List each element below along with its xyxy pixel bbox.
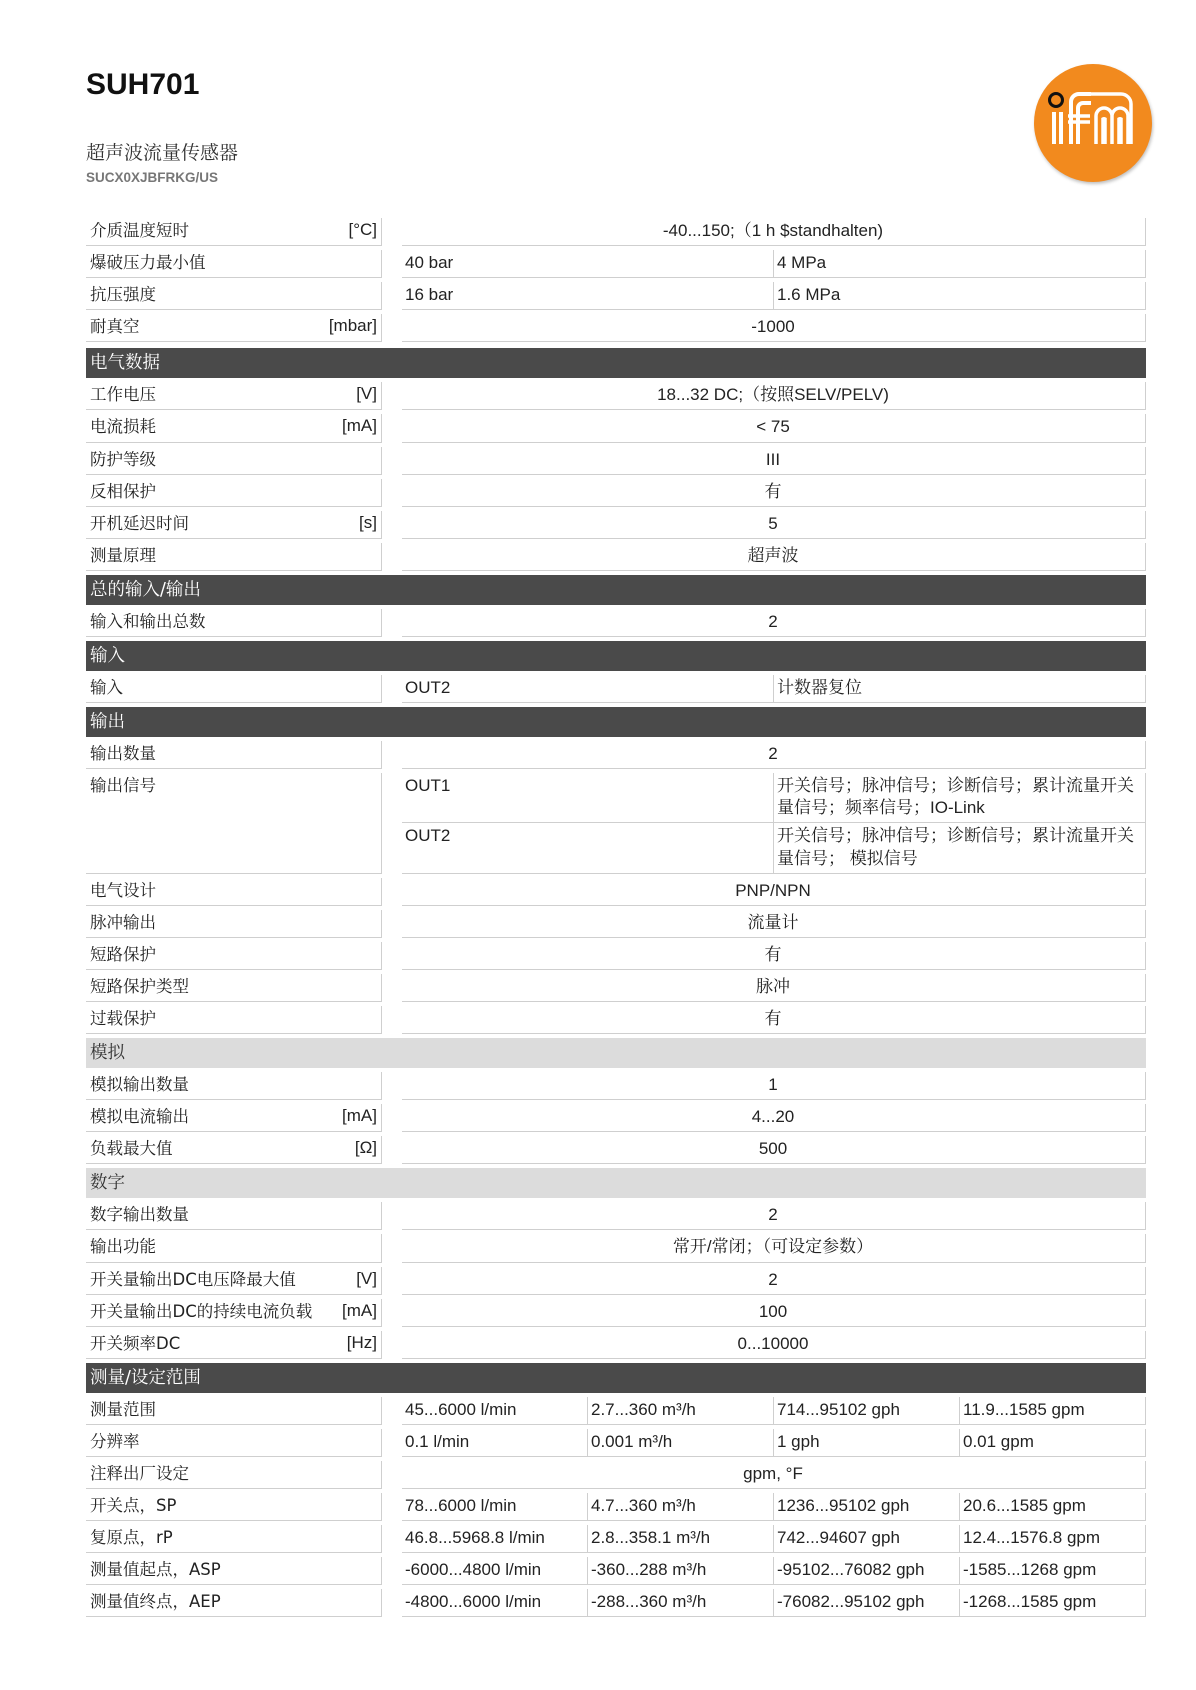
spec-value: 16 bar bbox=[402, 282, 774, 310]
spec-label: 开关点，SP bbox=[90, 1496, 177, 1516]
spec-value-cell bbox=[402, 1267, 1146, 1295]
spacer bbox=[382, 250, 402, 278]
spacer bbox=[382, 543, 402, 571]
spec-row bbox=[86, 1589, 1146, 1617]
spec-label: 测量范围 bbox=[90, 1399, 156, 1419]
spec-row bbox=[86, 1006, 1146, 1034]
spec-label: 数字输出数量 bbox=[90, 1205, 189, 1225]
spec-value: 45...6000 l/min bbox=[402, 1397, 588, 1425]
spec-unit: [mA] bbox=[342, 1106, 377, 1126]
spec-value-cell bbox=[402, 250, 1146, 278]
spec-row bbox=[86, 1461, 1146, 1489]
spec-value: 78...6000 l/min bbox=[402, 1493, 588, 1521]
spacer bbox=[382, 1267, 402, 1295]
section-header: 电气数据 bbox=[86, 348, 1146, 378]
spec-value: 714...95102 gph bbox=[774, 1397, 960, 1425]
spec-value: 常开/常闭；（可设定参数） bbox=[402, 1234, 1146, 1262]
spec-label: 工作电压 bbox=[90, 385, 156, 405]
product-subtitle: 超声波流量传感器 bbox=[86, 142, 239, 164]
spacer bbox=[382, 942, 402, 970]
spec-row bbox=[86, 1525, 1146, 1553]
spec-row bbox=[86, 1104, 1146, 1132]
page-title: SUH701 bbox=[86, 68, 200, 101]
spec-value-cell bbox=[402, 773, 1146, 873]
output-signal-list: 开关信号；脉冲信号；诊断信号；累计流量开关量信号； 模拟信号 bbox=[774, 823, 1146, 873]
spec-value: 4 MPa bbox=[774, 250, 1146, 278]
spec-label-cell bbox=[86, 1104, 382, 1132]
spec-label-cell bbox=[86, 675, 382, 703]
spec-label: 输出信号 bbox=[90, 776, 156, 796]
spacer bbox=[382, 1557, 402, 1585]
spec-value: OUT2 bbox=[402, 675, 774, 703]
spec-value: 2 bbox=[402, 1267, 1146, 1295]
spec-label-cell bbox=[86, 218, 382, 246]
section-header: 输入 bbox=[86, 641, 1146, 671]
spec-value-cell bbox=[402, 1234, 1146, 1262]
spec-row-output-signal bbox=[86, 773, 1146, 873]
spec-table bbox=[86, 218, 1146, 1621]
spec-value: 2 bbox=[402, 1202, 1146, 1230]
spec-value-cell bbox=[402, 1006, 1146, 1034]
spec-row bbox=[86, 1557, 1146, 1585]
spec-value: 40 bar bbox=[402, 250, 774, 278]
spec-value: 流量计 bbox=[402, 910, 1146, 938]
spec-value: 脉冲 bbox=[402, 974, 1146, 1002]
spec-value-cell bbox=[402, 511, 1146, 539]
spec-label: 测量原理 bbox=[90, 545, 156, 565]
spec-value: 500 bbox=[402, 1136, 1146, 1164]
spacer bbox=[382, 974, 402, 1002]
spec-value: 有 bbox=[402, 1006, 1146, 1034]
spec-value-cell bbox=[402, 609, 1146, 637]
spec-label: 短路保护 bbox=[90, 944, 156, 964]
spec-value-cell bbox=[402, 1299, 1146, 1327]
spacer bbox=[382, 479, 402, 507]
spec-row bbox=[86, 250, 1146, 278]
spec-row bbox=[86, 1397, 1146, 1425]
spec-row bbox=[86, 1299, 1146, 1327]
spec-row bbox=[86, 878, 1146, 906]
spacer bbox=[382, 1234, 402, 1262]
spacer bbox=[382, 1525, 402, 1553]
spec-row bbox=[86, 282, 1146, 310]
spec-value: 1.6 MPa bbox=[774, 282, 1146, 310]
spec-value: 742...94607 gph bbox=[774, 1525, 960, 1553]
spec-label: 复原点，rP bbox=[90, 1528, 173, 1548]
spec-label: 爆破压力最小值 bbox=[90, 253, 206, 273]
spacer bbox=[382, 1136, 402, 1164]
spec-value-cell bbox=[402, 1072, 1146, 1100]
output-signal-subrow bbox=[402, 823, 1146, 873]
spec-value: 0.001 m³/h bbox=[588, 1429, 774, 1457]
spec-label: 模拟输出数量 bbox=[90, 1075, 189, 1095]
subsection-header: 模拟 bbox=[86, 1038, 1146, 1068]
spec-value: -4800...6000 l/min bbox=[402, 1589, 588, 1617]
spec-value: 有 bbox=[402, 942, 1146, 970]
spacer bbox=[382, 1104, 402, 1132]
spacer bbox=[382, 1589, 402, 1617]
spec-unit: [V] bbox=[356, 384, 377, 404]
spec-label-cell bbox=[86, 382, 382, 410]
spacer bbox=[382, 414, 402, 442]
spec-label: 输入 bbox=[90, 678, 123, 698]
spec-value-cell bbox=[402, 942, 1146, 970]
spec-unit: [mA] bbox=[342, 416, 377, 436]
spec-label: 反相保护 bbox=[90, 481, 156, 501]
output-channel: OUT1 bbox=[402, 773, 774, 823]
spec-label-cell bbox=[86, 1461, 382, 1489]
spec-row bbox=[86, 1493, 1146, 1521]
spacer bbox=[382, 447, 402, 475]
spec-row bbox=[86, 1234, 1146, 1262]
spec-label: 测量值起点，ASP bbox=[90, 1560, 221, 1580]
spec-value-cell bbox=[402, 741, 1146, 769]
spec-label: 负载最大值 bbox=[90, 1139, 173, 1159]
spec-label-cell bbox=[86, 773, 382, 873]
spec-value-cell bbox=[402, 910, 1146, 938]
spec-row bbox=[86, 675, 1146, 703]
spec-label-cell bbox=[86, 1267, 382, 1295]
spec-row bbox=[86, 479, 1146, 507]
spec-value: 11.9...1585 gpm bbox=[960, 1397, 1146, 1425]
spec-label-cell bbox=[86, 1136, 382, 1164]
spec-value-cell bbox=[402, 543, 1146, 571]
spacer bbox=[382, 773, 402, 873]
spec-label-cell bbox=[86, 282, 382, 310]
spec-label: 过载保护 bbox=[90, 1008, 156, 1028]
spec-label-cell bbox=[86, 1589, 382, 1617]
spec-label: 抗压强度 bbox=[90, 285, 156, 305]
spec-label-cell bbox=[86, 1234, 382, 1262]
spec-value-cell bbox=[402, 878, 1146, 906]
spec-label: 电气设计 bbox=[90, 880, 156, 900]
spec-row bbox=[86, 1202, 1146, 1230]
spec-label: 输出功能 bbox=[90, 1237, 156, 1257]
spec-label: 电流损耗 bbox=[90, 417, 156, 437]
spacer bbox=[382, 741, 402, 769]
spec-label-cell bbox=[86, 1429, 382, 1457]
spec-label: 测量值终点，AEP bbox=[90, 1592, 221, 1612]
spacer bbox=[382, 1072, 402, 1100]
spec-row bbox=[86, 314, 1146, 342]
spec-label: 注释出厂设定 bbox=[90, 1464, 189, 1483]
spec-row bbox=[86, 1072, 1146, 1100]
spec-value: 4.7...360 m³/h bbox=[588, 1493, 774, 1521]
section-header: 输出 bbox=[86, 707, 1146, 737]
spacer bbox=[382, 878, 402, 906]
spec-value: 4...20 bbox=[402, 1104, 1146, 1132]
spec-value-cell bbox=[402, 1589, 1146, 1617]
spec-value-cell bbox=[402, 1525, 1146, 1553]
spec-value: -360...288 m³/h bbox=[588, 1557, 774, 1585]
output-channel: OUT2 bbox=[402, 823, 774, 873]
spacer bbox=[382, 1299, 402, 1327]
spec-value-cell bbox=[402, 1136, 1146, 1164]
spacer bbox=[382, 609, 402, 637]
spacer bbox=[382, 675, 402, 703]
output-signal-subrow bbox=[402, 773, 1146, 823]
spec-value: -6000...4800 l/min bbox=[402, 1557, 588, 1585]
section-header: 总的输入/输出 bbox=[86, 575, 1146, 605]
spec-label-cell bbox=[86, 1493, 382, 1521]
spec-value: 5 bbox=[402, 511, 1146, 539]
spacer bbox=[382, 282, 402, 310]
spec-value-cell bbox=[402, 447, 1146, 475]
spec-value: -1585...1268 gpm bbox=[960, 1557, 1146, 1585]
spec-unit: [Ω] bbox=[354, 1138, 377, 1158]
spec-value-cell bbox=[402, 314, 1146, 342]
spec-row bbox=[86, 609, 1146, 637]
spec-value: < 75 bbox=[402, 414, 1146, 442]
spec-row bbox=[86, 382, 1146, 410]
spec-row bbox=[86, 741, 1146, 769]
spec-value: 0.01 gpm bbox=[960, 1429, 1146, 1457]
spec-label: 输入和输出总数 bbox=[90, 611, 206, 631]
spec-label-cell bbox=[86, 1557, 382, 1585]
spec-label-cell bbox=[86, 1525, 382, 1553]
spec-value: 2 bbox=[402, 609, 1146, 637]
spec-label-cell bbox=[86, 414, 382, 442]
spec-value: 18...32 DC;（按照SELV/PELV) bbox=[402, 382, 1146, 410]
spec-value-cell bbox=[402, 1104, 1146, 1132]
spec-label-cell bbox=[86, 741, 382, 769]
spacer bbox=[382, 1006, 402, 1034]
spec-value-cell bbox=[402, 1557, 1146, 1585]
subsection-header: 数字 bbox=[86, 1168, 1146, 1198]
spec-value: -1268...1585 gpm bbox=[960, 1589, 1146, 1617]
spec-label: 开机延迟时间 bbox=[90, 513, 189, 533]
spec-value: -288...360 m³/h bbox=[588, 1589, 774, 1617]
spec-label: 模拟电流输出 bbox=[90, 1107, 189, 1127]
spec-label-cell bbox=[86, 1331, 382, 1359]
spacer bbox=[382, 511, 402, 539]
spec-unit: [mbar] bbox=[328, 316, 377, 336]
spec-value: 计数器复位 bbox=[774, 675, 1146, 703]
spec-label: 介质温度短时 bbox=[90, 221, 189, 240]
spec-value: 20.6...1585 gpm bbox=[960, 1493, 1146, 1521]
spec-unit: [s] bbox=[359, 512, 377, 532]
spec-value: PNP/NPN bbox=[402, 878, 1146, 906]
spec-label-cell bbox=[86, 1202, 382, 1230]
spec-label: 脉冲输出 bbox=[90, 912, 156, 932]
spec-label: 开关量输出DC的持续电流负载 bbox=[90, 1301, 313, 1321]
spec-label: 短路保护类型 bbox=[90, 976, 189, 996]
spec-row bbox=[86, 910, 1146, 938]
spec-label-cell bbox=[86, 1397, 382, 1425]
spacer bbox=[382, 218, 402, 246]
spec-unit: [mA] bbox=[342, 1300, 377, 1320]
spec-label-cell bbox=[86, 1072, 382, 1100]
spec-label: 防护等级 bbox=[90, 449, 156, 469]
spec-label-cell bbox=[86, 511, 382, 539]
spacer bbox=[382, 910, 402, 938]
spec-unit: [V] bbox=[356, 1268, 377, 1288]
spacer bbox=[382, 1493, 402, 1521]
spec-value: 超声波 bbox=[402, 543, 1146, 571]
spec-value: 100 bbox=[402, 1299, 1146, 1327]
spec-value-cell bbox=[402, 1429, 1146, 1457]
spec-value: 2.8...358.1 m³/h bbox=[588, 1525, 774, 1553]
spec-label-cell bbox=[86, 1006, 382, 1034]
spec-row bbox=[86, 1136, 1146, 1164]
spec-row bbox=[86, 414, 1146, 442]
spec-value: gpm, °F bbox=[402, 1461, 1146, 1489]
spec-value-cell bbox=[402, 1493, 1146, 1521]
spacer bbox=[382, 1331, 402, 1359]
spec-value-cell bbox=[402, 382, 1146, 410]
spec-value-cell bbox=[402, 675, 1146, 703]
spec-row bbox=[86, 974, 1146, 1002]
spec-value-cell bbox=[402, 1331, 1146, 1359]
spec-label-cell bbox=[86, 609, 382, 637]
spec-value: -95102...76082 gph bbox=[774, 1557, 960, 1585]
spec-value-cell bbox=[402, 479, 1146, 507]
spec-value: 0...10000 bbox=[402, 1331, 1146, 1359]
spec-value-cell bbox=[402, 974, 1146, 1002]
spec-value: -40...150;（1 h $standhalten) bbox=[402, 218, 1146, 246]
spec-value-cell bbox=[402, 1461, 1146, 1489]
spec-label-cell bbox=[86, 878, 382, 906]
spec-label-cell bbox=[86, 974, 382, 1002]
spec-value-cell bbox=[402, 1397, 1146, 1425]
article-number: SUCX0XJBFRKG/US bbox=[86, 170, 219, 185]
spec-label: 耐真空 bbox=[90, 317, 140, 337]
spacer bbox=[382, 1397, 402, 1425]
spec-row bbox=[86, 511, 1146, 539]
spec-value-cell bbox=[402, 1202, 1146, 1230]
spec-value: -76082...95102 gph bbox=[774, 1589, 960, 1617]
spec-value-cell bbox=[402, 414, 1146, 442]
spec-value: 0.1 l/min bbox=[402, 1429, 588, 1457]
spec-value: 2.7...360 m³/h bbox=[588, 1397, 774, 1425]
spec-value-cell bbox=[402, 218, 1146, 246]
spec-value: III bbox=[402, 447, 1146, 475]
spec-label-cell bbox=[86, 250, 382, 278]
spec-label-cell bbox=[86, 910, 382, 938]
spec-row bbox=[86, 1267, 1146, 1295]
spec-row bbox=[86, 543, 1146, 571]
spec-value: -1000 bbox=[402, 314, 1146, 342]
spec-value: 有 bbox=[402, 479, 1146, 507]
spec-row bbox=[86, 218, 1146, 246]
page-header bbox=[86, 64, 1146, 194]
spec-value-cell bbox=[402, 282, 1146, 310]
ifm-logo-mark bbox=[1034, 64, 1152, 182]
spec-label-cell bbox=[86, 543, 382, 571]
section-header: 测量/设定范围 bbox=[86, 1363, 1146, 1393]
spec-label: 输出数量 bbox=[90, 744, 156, 764]
spec-label: 开关量输出DC电压降最大值 bbox=[90, 1269, 296, 1289]
output-signal-list: 开关信号；脉冲信号；诊断信号；累计流量开关量信号；频率信号；IO-Link bbox=[774, 773, 1146, 823]
spec-value: 1 bbox=[402, 1072, 1146, 1100]
spacer bbox=[382, 382, 402, 410]
spec-label-cell bbox=[86, 314, 382, 342]
spec-value: 1236...95102 gph bbox=[774, 1493, 960, 1521]
spec-value: 12.4...1576.8 gpm bbox=[960, 1525, 1146, 1553]
spec-label-cell bbox=[86, 479, 382, 507]
spacer bbox=[382, 1429, 402, 1457]
spacer bbox=[382, 1461, 402, 1489]
spec-row bbox=[86, 942, 1146, 970]
spec-value: 2 bbox=[402, 741, 1146, 769]
spec-label-cell bbox=[86, 447, 382, 475]
spec-unit: [°C] bbox=[348, 220, 377, 239]
spec-row bbox=[86, 1429, 1146, 1457]
spec-unit: [Hz] bbox=[346, 1332, 377, 1352]
spec-label: 开关频率DC bbox=[90, 1333, 181, 1353]
spacer bbox=[382, 314, 402, 342]
spec-row bbox=[86, 447, 1146, 475]
spec-value: 1 gph bbox=[774, 1429, 960, 1457]
spec-label-cell bbox=[86, 942, 382, 970]
spacer bbox=[382, 1202, 402, 1230]
spec-label-cell bbox=[86, 1299, 382, 1327]
ifm-logo bbox=[1034, 64, 1152, 182]
spec-label: 分辨率 bbox=[90, 1431, 140, 1451]
spec-row bbox=[86, 1331, 1146, 1359]
spec-value: 46.8...5968.8 l/min bbox=[402, 1525, 588, 1553]
